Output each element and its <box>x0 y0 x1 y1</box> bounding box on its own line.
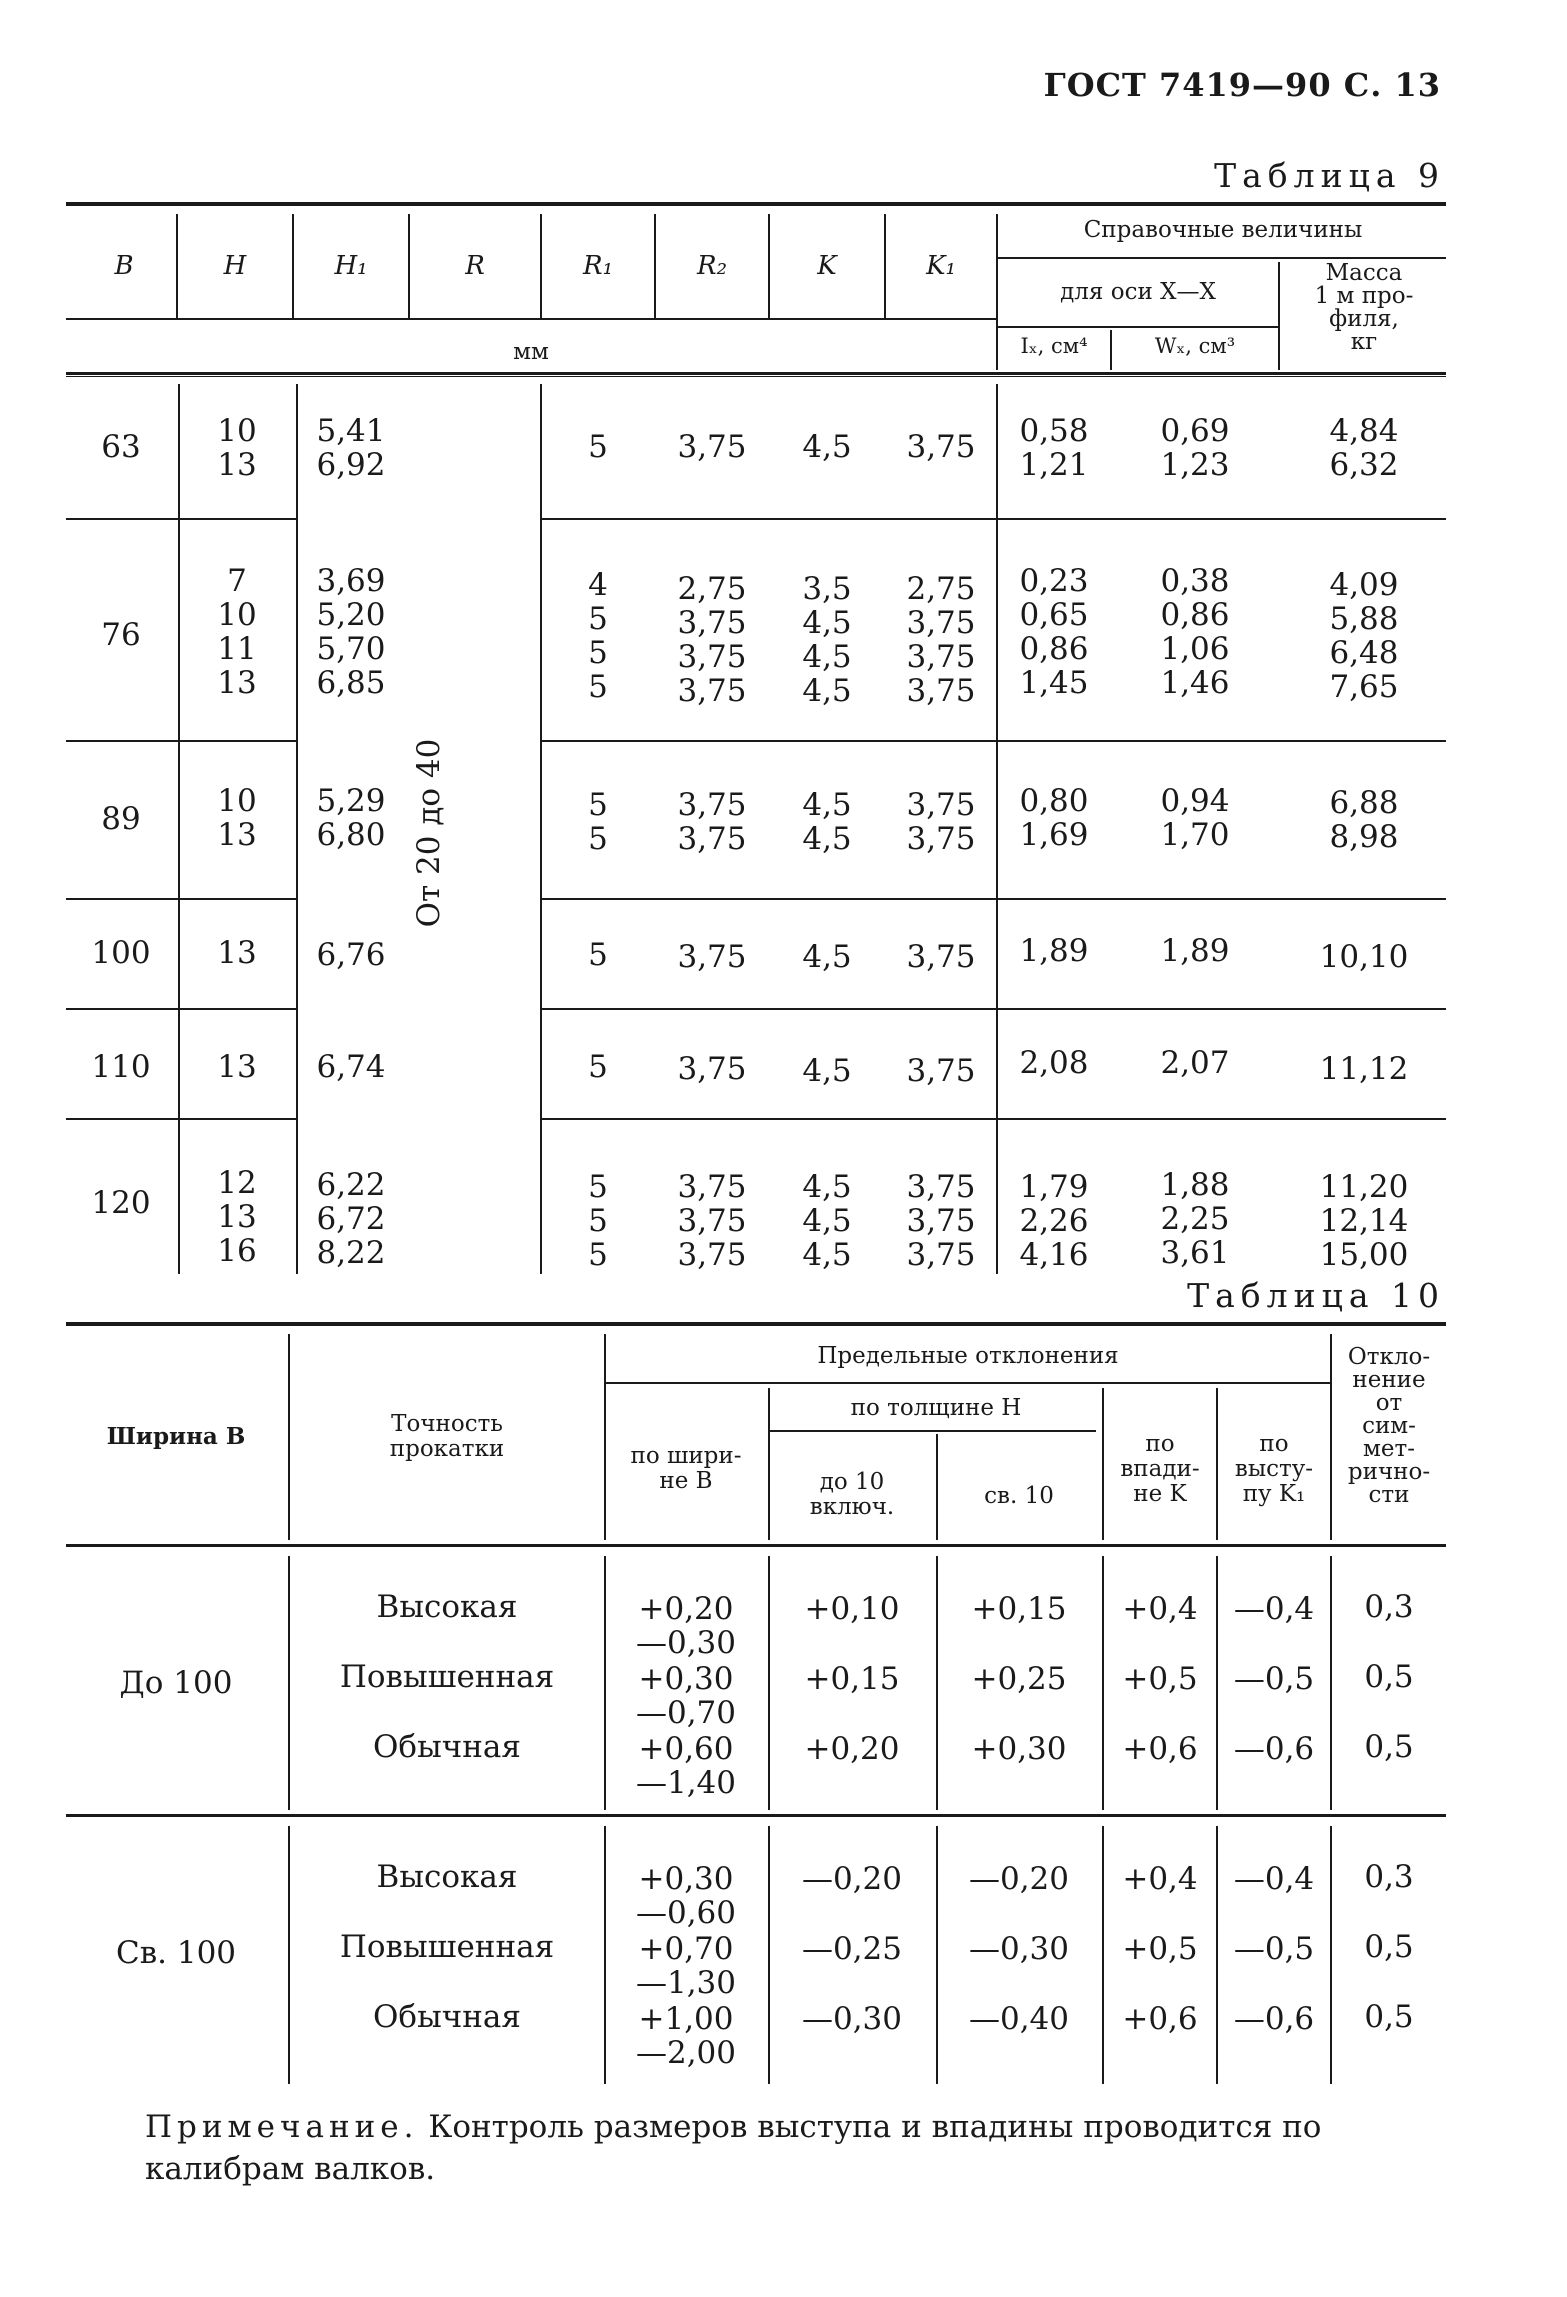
ix-header: Iₓ, см⁴ <box>1020 334 1088 358</box>
col-R: R <box>465 251 485 281</box>
t9-B: 120 <box>91 1185 151 1221</box>
table9-col-rule <box>996 384 998 1274</box>
t9-Wx: 0,69 1,23 <box>1160 413 1230 483</box>
col-R2: R₂ <box>697 251 727 281</box>
table9-sep <box>540 1008 1446 1010</box>
t10-w: +0,60 —1,40 <box>635 1731 737 1801</box>
by-width-header: по шири- не B <box>630 1443 742 1494</box>
col-B: B <box>114 251 134 281</box>
col-H1: H₁ <box>334 251 368 281</box>
table9-col-rule <box>540 384 542 1274</box>
table9-head-rule <box>66 372 1446 375</box>
t9-K1: 3,75 <box>906 939 976 975</box>
col-K1: K₁ <box>926 251 956 281</box>
t9-R1: 5 5 5 <box>588 1169 608 1273</box>
table9-col-rule <box>1278 262 1280 370</box>
t9-H: 13 <box>217 1049 257 1085</box>
t9-Ix: 0,23 0,65 0,86 1,45 <box>1019 563 1089 701</box>
t10-w: +0,20 —0,30 <box>635 1591 737 1661</box>
t10-t1: —0,25 <box>801 1931 903 1967</box>
t10-k1: —0,4 <box>1233 1861 1315 1897</box>
t10-width: До 100 <box>119 1665 233 1701</box>
table9-col-rule <box>540 214 542 318</box>
footnote-label: Примечание. <box>145 2109 419 2145</box>
table10-head-rule <box>66 1544 1446 1547</box>
table9-col-rule <box>408 214 410 318</box>
table9-sep <box>540 1118 1446 1120</box>
t9-Ix: 1,79 2,26 4,16 <box>1019 1169 1089 1273</box>
wx-header: Wₓ, см³ <box>1154 334 1236 358</box>
t10-s: 0,5 <box>1364 1999 1414 2035</box>
t9-Ix: 2,08 <box>1019 1045 1089 1081</box>
table9-sep <box>66 1008 296 1010</box>
table9-head-rule-2 <box>66 376 1446 377</box>
t9-Ix: 0,80 1,69 <box>1019 783 1089 853</box>
t9-H: 10 13 <box>217 783 257 853</box>
limits-header: Предельные отклонения <box>817 1343 1119 1369</box>
t10-width: Св. 100 <box>115 1935 237 1971</box>
t10-t2: —0,30 <box>968 1931 1070 1967</box>
t9-mass: 4,09 5,88 6,48 7,65 <box>1329 567 1399 705</box>
t10-acc: Высокая <box>376 1589 518 1625</box>
t9-B: 63 <box>101 429 141 465</box>
t10-w: +0,30 —0,70 <box>635 1661 737 1731</box>
t10-w: +0,30 —0,60 <box>635 1861 737 1931</box>
t10-t1: —0,20 <box>801 1861 903 1897</box>
t9-R2: 3,75 3,75 <box>677 787 747 857</box>
table9-col-rule <box>1110 330 1112 370</box>
t9-mass: 11,20 12,14 15,00 <box>1319 1169 1409 1273</box>
table9-sep <box>540 518 1446 520</box>
t9-B: 100 <box>91 935 151 971</box>
t9-R2: 2,75 3,75 3,75 3,75 <box>677 571 747 709</box>
t9-K1: 3,75 <box>906 429 976 465</box>
table9-caption: Таблица 9 <box>1214 156 1445 195</box>
t9-K1: 2,75 3,75 3,75 3,75 <box>906 571 976 709</box>
footnote <box>145 2106 1445 2190</box>
t10-t2: —0,20 <box>968 1861 1070 1897</box>
table10-col-rule <box>288 1556 290 1810</box>
table9-col-rule <box>996 214 998 370</box>
t9-K: 4,5 <box>802 429 852 465</box>
over10-header: св. 10 <box>984 1483 1054 1509</box>
table9-ref-rule <box>998 257 1446 259</box>
mass-header: Масса 1 м про- филя, кг <box>1314 260 1414 355</box>
t9-K: 3,5 4,5 4,5 4,5 <box>802 571 852 709</box>
t10-t2: +0,25 <box>971 1661 1067 1697</box>
t9-H1: 3,69 5,20 5,70 6,85 <box>316 563 386 701</box>
t10-acc: Обычная <box>373 1729 521 1765</box>
table10-thick-rule <box>770 1430 1096 1432</box>
t9-B: 110 <box>91 1049 151 1085</box>
t10-s: 0,5 <box>1364 1729 1414 1765</box>
t9-K1: 3,75 3,75 3,75 <box>906 1169 976 1273</box>
t9-R2: 3,75 <box>677 939 747 975</box>
t10-acc: Обычная <box>373 1999 521 2035</box>
t10-k1: —0,6 <box>1233 2001 1315 2037</box>
t9-H: 10 13 <box>217 413 257 483</box>
table10-limits-rule <box>606 1382 1332 1384</box>
t10-k: +0,6 <box>1122 1731 1198 1767</box>
t9-H1: 6,74 <box>316 1049 386 1085</box>
col-K: K <box>817 251 837 281</box>
t9-R2: 3,75 3,75 3,75 <box>677 1169 747 1273</box>
width-header: Ширина B <box>106 1423 246 1450</box>
t9-H: 12 13 16 <box>217 1165 257 1269</box>
t9-H: 7 10 11 13 <box>217 563 257 701</box>
t10-s: 0,3 <box>1364 1859 1414 1895</box>
ledge-header: по высту- пу K₁ <box>1234 1431 1314 1507</box>
t9-Ix: 0,58 1,21 <box>1019 413 1089 483</box>
t10-s: 0,3 <box>1364 1589 1414 1625</box>
valley-header: по впади- не K <box>1120 1431 1200 1507</box>
table9-col-rule <box>292 214 294 318</box>
t10-w: +0,70 —1,30 <box>635 1931 737 2001</box>
table9-sym-rule <box>66 318 998 320</box>
table10-top-rule <box>66 1322 1446 1326</box>
t10-acc: Повышенная <box>339 1659 555 1695</box>
table10-col-rule <box>288 1826 290 2084</box>
accuracy-header: Точность прокатки <box>389 1411 505 1462</box>
table10-group-rule <box>66 1814 1446 1817</box>
table9-axis-rule <box>998 326 1280 328</box>
table9-sep <box>66 898 296 900</box>
t10-t2: —0,40 <box>968 2001 1070 2037</box>
t10-t2: +0,30 <box>971 1731 1067 1767</box>
t10-t2: +0,15 <box>971 1591 1067 1627</box>
t9-K: 4,5 <box>802 1053 852 1089</box>
upto10-header: до 10 включ. <box>809 1469 895 1520</box>
t9-Wx: 0,94 1,70 <box>1160 783 1230 853</box>
by-thickness-header: по толщине H <box>850 1395 1022 1421</box>
t9-H1: 6,22 6,72 8,22 <box>316 1167 386 1271</box>
t9-B: 76 <box>101 617 141 653</box>
t10-k1: —0,4 <box>1233 1591 1315 1627</box>
t9-K1: 3,75 3,75 <box>906 787 976 857</box>
t9-K: 4,5 4,5 4,5 <box>802 1169 852 1273</box>
t9-R2: 3,75 <box>677 1051 747 1087</box>
t9-R2: 3,75 <box>677 429 747 465</box>
t9-H1: 5,41 6,92 <box>316 413 386 483</box>
t10-k1: —0,5 <box>1233 1931 1315 1967</box>
table9-sep <box>66 1118 296 1120</box>
t10-s: 0,5 <box>1364 1659 1414 1695</box>
t9-H1: 6,76 <box>316 937 386 973</box>
table9-sep <box>66 518 296 520</box>
t9-R1: 5 5 <box>588 787 608 857</box>
table10-col-rule <box>288 1334 290 1540</box>
t9-Wx: 0,38 0,86 1,06 1,46 <box>1160 563 1230 701</box>
t10-k: +0,4 <box>1122 1861 1198 1897</box>
table9-sep <box>540 898 1446 900</box>
t10-t1: +0,15 <box>804 1661 900 1697</box>
symmetry-header: Откло- нение от сим- мет- ричнo- сти <box>1347 1344 1431 1508</box>
t9-Wx: 1,89 <box>1160 933 1230 969</box>
t10-t1: —0,30 <box>801 2001 903 2037</box>
t9-mass: 11,12 <box>1319 1051 1409 1087</box>
col-H: H <box>223 251 247 281</box>
table9-col-rule <box>654 214 656 318</box>
t10-k: +0,5 <box>1122 1931 1198 1967</box>
t10-acc: Повышенная <box>339 1929 555 1965</box>
table10-caption: Таблица 10 <box>1187 1276 1445 1315</box>
t9-mass: 10,10 <box>1319 939 1409 975</box>
table9-sep <box>540 740 1446 742</box>
t9-H: 13 <box>217 935 257 971</box>
t9-K: 4,5 4,5 <box>802 787 852 857</box>
table9-top-rule <box>66 202 1446 206</box>
t9-Wx: 1,88 2,25 3,61 <box>1160 1167 1230 1271</box>
t10-acc: Высокая <box>376 1859 518 1895</box>
axis-header: для оси X—X <box>1060 279 1216 305</box>
page-header: ГОСТ 7419—90 С. 13 <box>1043 66 1441 104</box>
table9-sep <box>66 740 296 742</box>
r-range-value: От 20 до 40 <box>411 738 447 928</box>
t10-k: +0,6 <box>1122 2001 1198 2037</box>
t9-R1: 4 5 5 5 <box>588 567 608 705</box>
t10-k1: —0,5 <box>1233 1661 1315 1697</box>
t9-B: 89 <box>101 801 141 837</box>
t9-R1: 5 <box>588 429 608 465</box>
t10-s: 0,5 <box>1364 1929 1414 1965</box>
col-R1: R₁ <box>583 251 613 281</box>
t10-k: +0,5 <box>1122 1661 1198 1697</box>
table9-col-rule <box>176 214 178 318</box>
t10-k: +0,4 <box>1122 1591 1198 1627</box>
units-header: мм <box>513 339 549 365</box>
table9-col-rule <box>884 214 886 318</box>
t10-t1: +0,10 <box>804 1591 900 1627</box>
ref-values-header: Справочные величины <box>1083 217 1363 243</box>
t9-H1: 5,29 6,80 <box>316 783 386 853</box>
t9-mass: 4,84 6,32 <box>1329 413 1399 483</box>
footnote-text: Контроль размеров выступа и впадины проводится по калибрам валков. <box>145 2109 1322 2187</box>
t9-R1: 5 <box>588 1049 608 1085</box>
t9-mass: 6,88 8,98 <box>1329 785 1399 855</box>
t9-Ix: 1,89 <box>1019 933 1089 969</box>
t9-K: 4,5 <box>802 939 852 975</box>
table9-col-rule <box>768 214 770 318</box>
t10-t1: +0,20 <box>804 1731 900 1767</box>
t9-R1: 5 <box>588 937 608 973</box>
t10-w: +1,00 —2,00 <box>635 2001 737 2071</box>
t10-k1: —0,6 <box>1233 1731 1315 1767</box>
t9-Wx: 2,07 <box>1160 1045 1230 1081</box>
t9-K1: 3,75 <box>906 1053 976 1089</box>
